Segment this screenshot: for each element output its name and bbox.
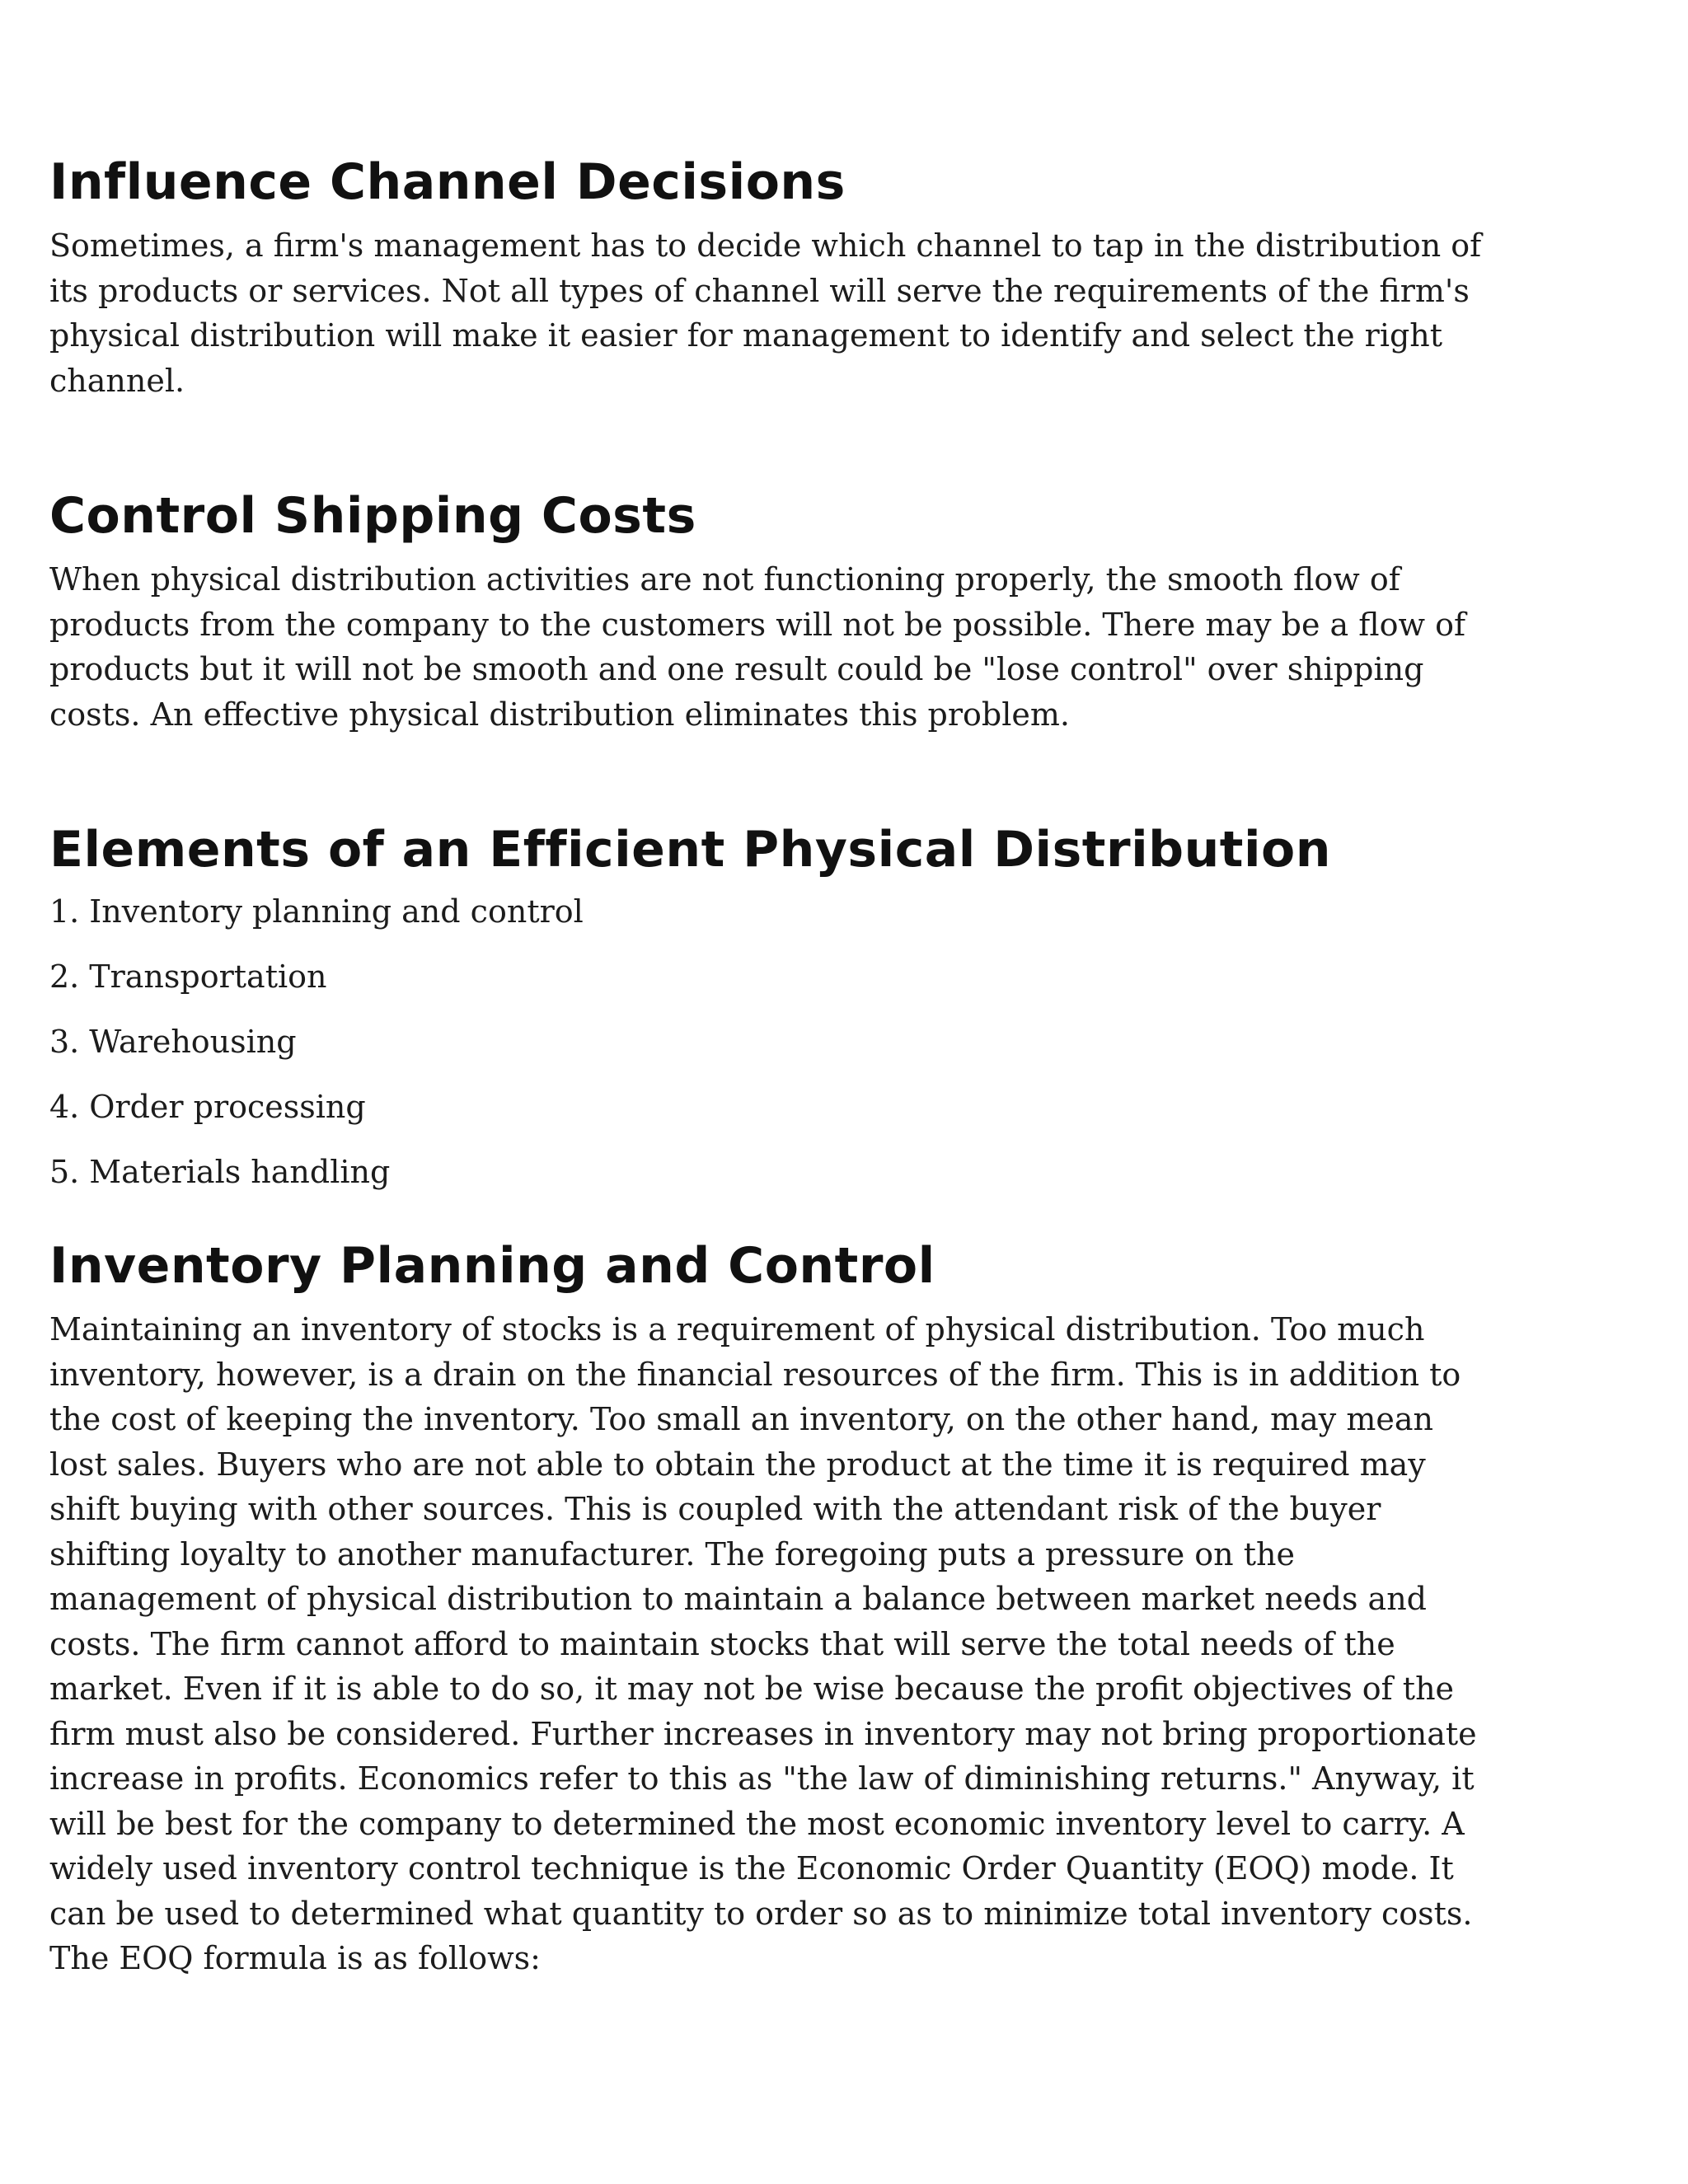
list-item-label: Warehousing	[89, 1024, 297, 1060]
section-control-shipping-costs	[49, 486, 1484, 737]
list-item-label: Transportation	[89, 958, 327, 995]
heading-control-shipping-costs: Control Shipping Costs	[49, 487, 696, 545]
list-item-number: 2.	[49, 958, 80, 995]
list-item-label: Order processing	[89, 1089, 366, 1125]
heading-influence-channel-decisions: Influence Channel Decisions	[49, 153, 846, 211]
list-item-number: 1.	[49, 893, 80, 930]
list-item	[49, 1019, 1484, 1085]
list-item-number: 5.	[49, 1154, 80, 1190]
section-influence-channel-decisions	[49, 152, 1484, 403]
section-inventory-planning-control	[49, 1236, 1484, 1981]
list-item	[49, 1085, 1484, 1150]
elements-list	[49, 889, 1484, 1215]
section-elements-physical-distribution	[49, 820, 1484, 1215]
heading-inventory-planning-control: Inventory Planning and Control	[49, 1237, 935, 1295]
paragraph-inventory-planning: Maintaining an inventory of stocks is a requirement of physical distribution. Too much inventory, however, is a drain on the financial resources of the firm. This is in addition to the cost of keeping the inventory. Too small an inventory, on the other hand, may mean lost sales. Buyers who are not able to obtain the product at the time it is required may shift buying with other sources. This is coupled with the attendant risk of the buyer shifting loyalty to another manufacturer. The foregoing puts a pressure on the management of physical distribution to maintain a balance between market needs and costs. The firm cannot afford to maintain stocks that will serve the total needs of the market. Even if it is able to do so, it may not be wise because the profit objectives of the firm must also be considered. Further increases in inventory may not bring proportionate increase in profits. Economics refer to this as "the law of diminishing returns." Anyway, it will be best for the company to determined the most economic inventory level to carry. A widely used inventory control technique is the Economic Order Quantity (EOQ) mode. It can be used to determined what quantity to order so as to minimize total inventory costs. The EOQ formula is as follows:	[49, 1311, 1477, 1976]
list-item	[49, 954, 1484, 1019]
list-item-number: 4.	[49, 1089, 80, 1125]
list-item	[49, 1150, 1484, 1215]
list-item-number: 3.	[49, 1024, 80, 1060]
paragraph-shipping-costs: When physical distribution activities are not functioning properly, the smooth flow of products from the company to the customers will not be possible. There may be a flow of products but it will not be smooth and one result could be "lose control" over shipping costs. An effective physical distribution eliminates this problem.	[49, 561, 1466, 733]
list-item-label: Inventory planning and control	[89, 893, 584, 930]
paragraph-channel-decisions: Sometimes, a firm's management has to decide which channel to tap in the distribution of its products or services. Not all types of channel will serve the requirements of the firm's physical distribution will make it easier for management to identify and select the right channel.	[49, 227, 1482, 399]
heading-elements-physical-distribution: Elements of an Efficient Physical Distribution	[49, 821, 1331, 879]
list-item	[49, 889, 1484, 954]
list-item-label: Materials handling	[89, 1154, 391, 1190]
